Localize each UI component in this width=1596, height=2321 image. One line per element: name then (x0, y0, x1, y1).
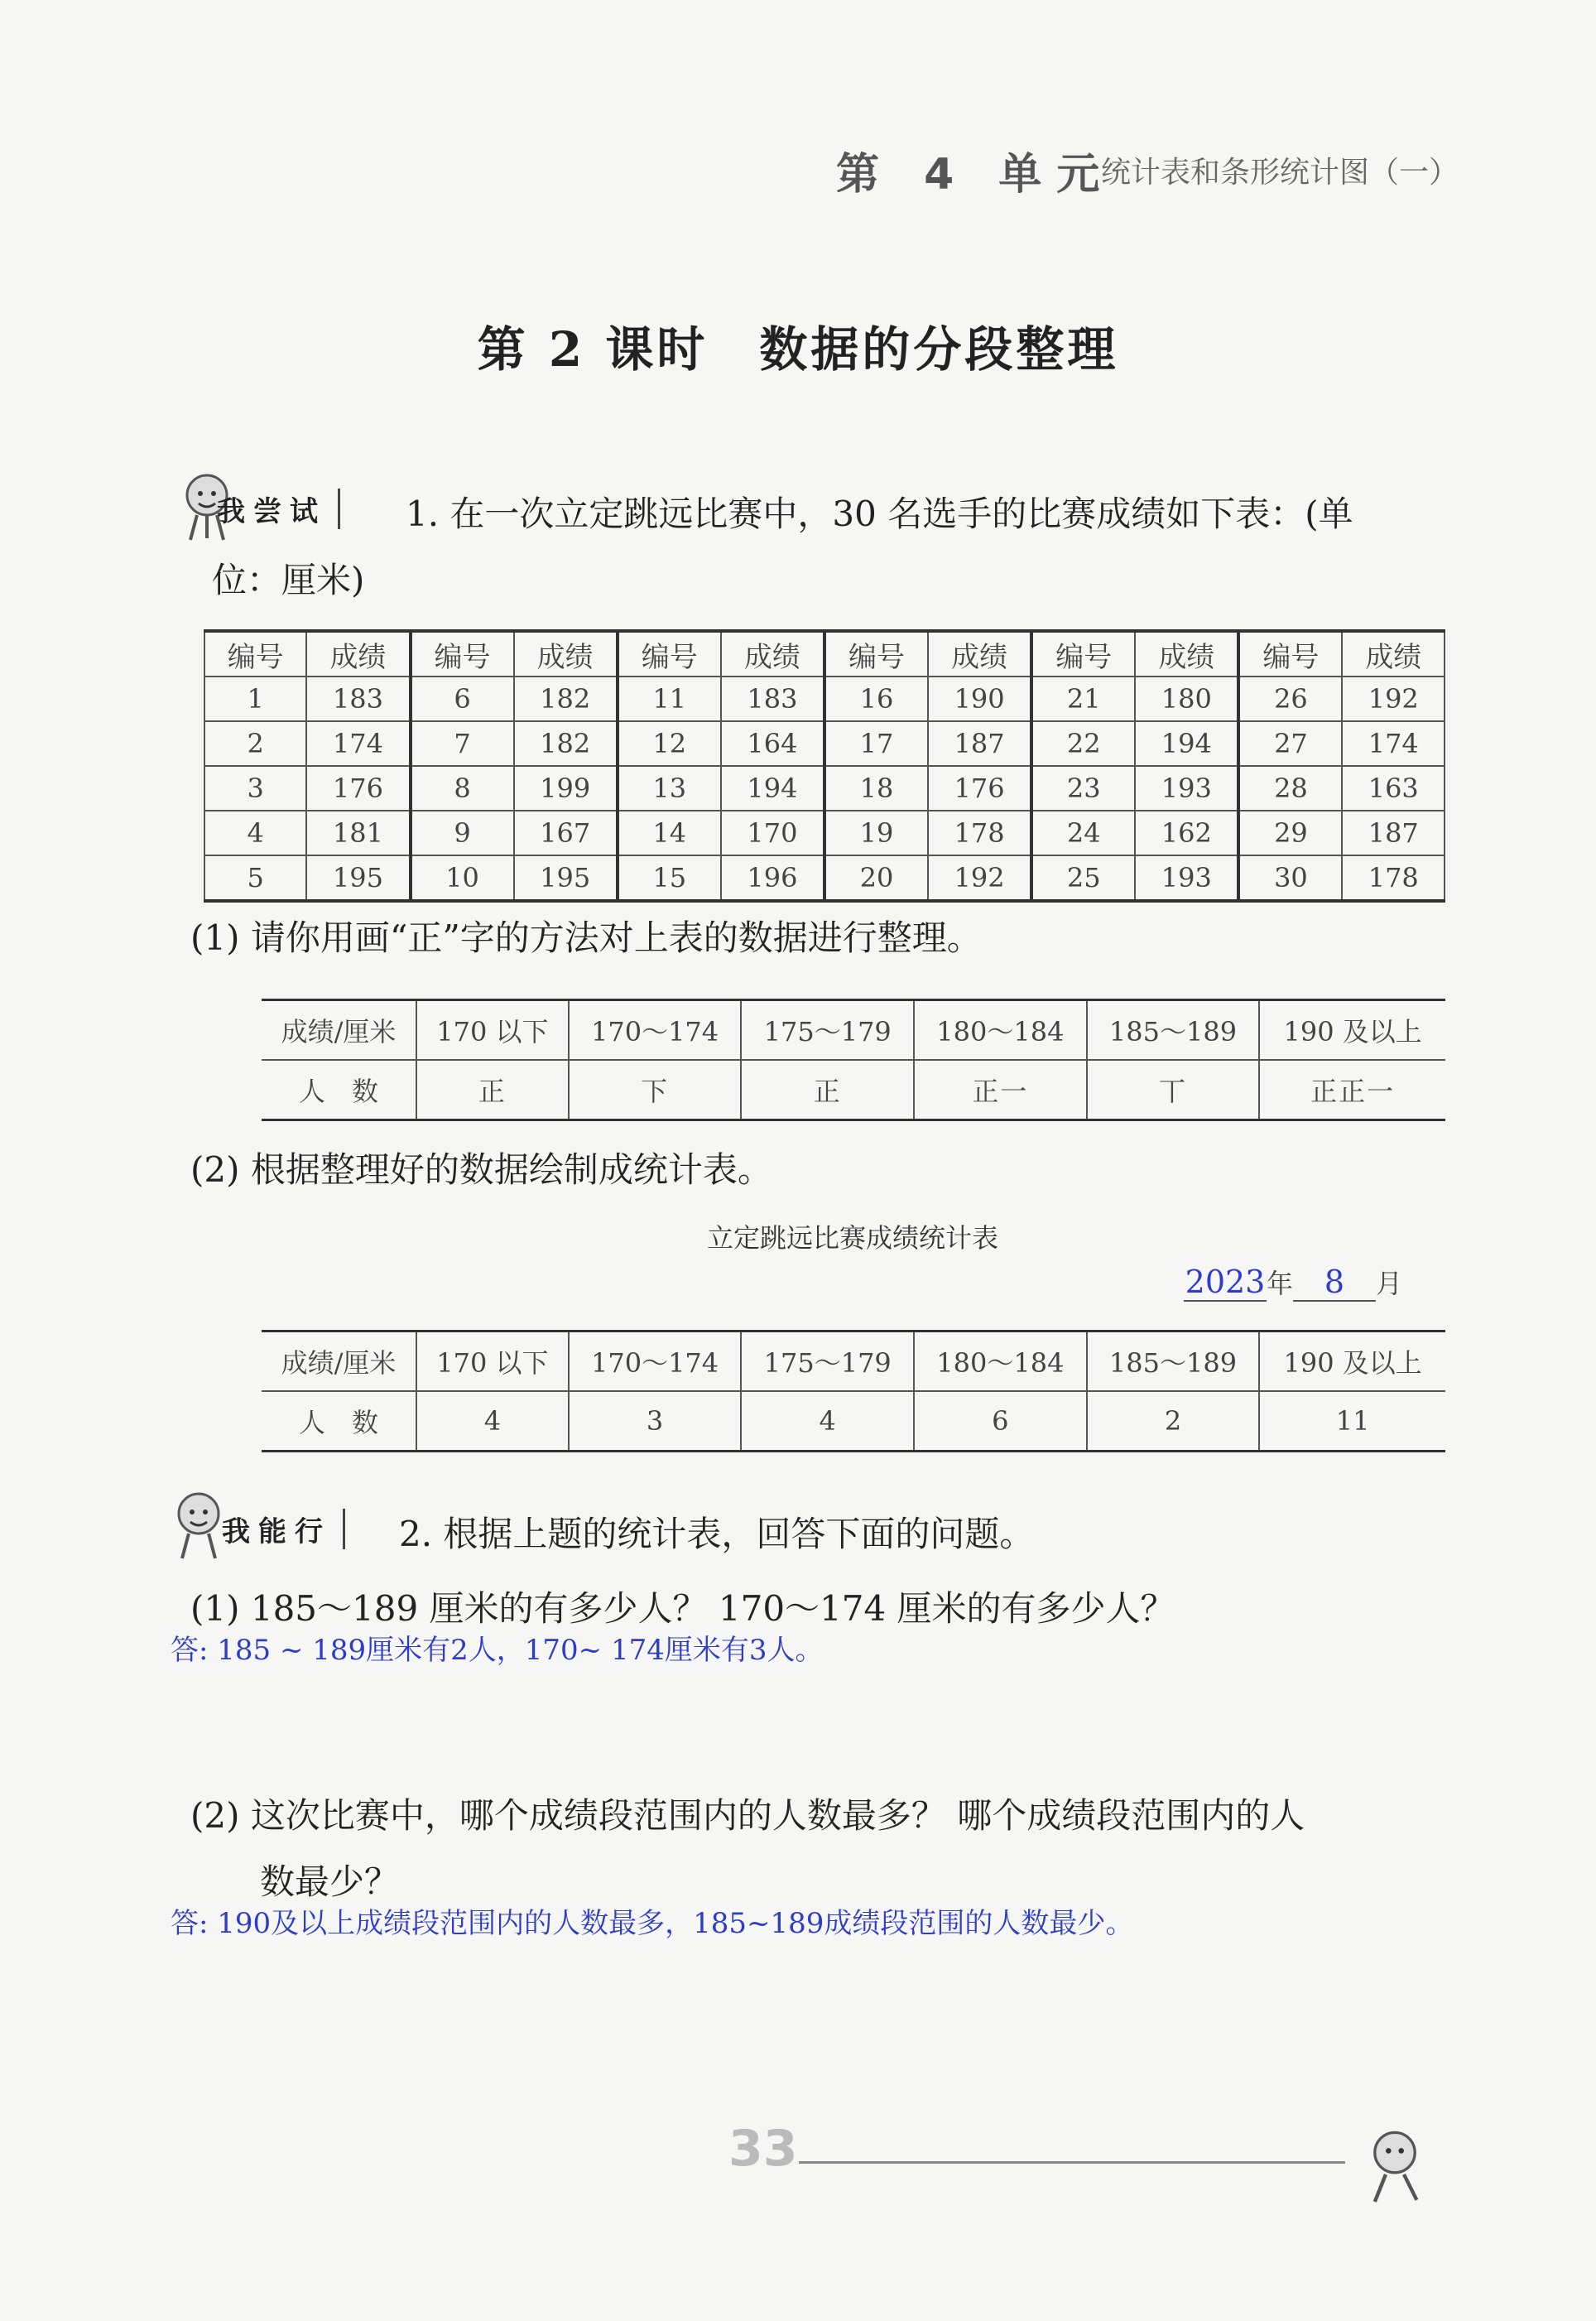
segment-label: 185～189 (1087, 1331, 1260, 1392)
lesson-title: 第 2 课时 数据的分段整理 (477, 321, 1119, 378)
count-label-cell: 人 数 (262, 1060, 416, 1120)
tally-mark: 正 (416, 1060, 569, 1120)
athlete-id-cell: 25 (1031, 855, 1135, 901)
score-cell: 164 (721, 721, 824, 766)
table-header-cell: 编号 (1238, 631, 1342, 677)
athlete-id-cell: 20 (824, 855, 928, 901)
athlete-id-cell: 21 (1031, 677, 1135, 721)
try-badge: 我尝试 (217, 489, 340, 529)
footer-divider (799, 2161, 1345, 2164)
year-value: 2023 (1185, 1264, 1266, 1300)
count-value: 4 (416, 1391, 569, 1452)
question-2: 2. 根据上题的统计表，回答下面的问题。 (399, 1514, 1035, 1554)
athlete-id-cell: 19 (824, 811, 928, 855)
athlete-id-cell: 15 (618, 855, 721, 901)
tally-mark: 丅 (1087, 1060, 1260, 1120)
mascot-icon (1349, 2120, 1440, 2211)
tally-table (262, 999, 1445, 1121)
athlete-id-cell: 14 (618, 811, 721, 855)
count-value: 4 (741, 1391, 914, 1452)
score-cell: 183 (721, 677, 824, 721)
athlete-id-cell: 5 (204, 855, 306, 901)
subquestion-2: (2) 根据整理好的数据绘制成统计表。 (190, 1149, 772, 1190)
unit-title: 第 4 单元 (836, 150, 1115, 200)
athlete-id-cell: 22 (1031, 721, 1135, 766)
score-cell: 192 (928, 855, 1031, 901)
count-value: 11 (1259, 1391, 1445, 1452)
count-label-cell: 人 数 (262, 1391, 416, 1452)
table-header-cell: 成绩 (306, 631, 410, 677)
score-cell: 192 (1342, 677, 1445, 721)
athlete-id-cell: 8 (411, 766, 514, 811)
segment-label: 170～174 (569, 1000, 742, 1061)
score-cell: 183 (306, 677, 410, 721)
count-value: 3 (569, 1391, 742, 1452)
athlete-id-cell: 28 (1238, 766, 1342, 811)
segment-label: 185～189 (1087, 1000, 1260, 1061)
score-cell: 182 (514, 677, 618, 721)
segment-label: 175～179 (741, 1000, 914, 1061)
table-header-cell: 编号 (824, 631, 928, 677)
segment-label: 170～174 (569, 1331, 742, 1392)
page-number: 33 (728, 2120, 798, 2178)
table-row (204, 811, 1445, 855)
athlete-id-cell: 30 (1238, 855, 1342, 901)
table-header-cell: 编号 (618, 631, 721, 677)
athlete-id-cell: 17 (824, 721, 928, 766)
score-cell: 174 (1342, 721, 1445, 766)
athlete-id-cell: 27 (1238, 721, 1342, 766)
athlete-id-cell: 13 (618, 766, 721, 811)
score-cell: 163 (1342, 766, 1445, 811)
athlete-id-cell: 23 (1031, 766, 1135, 811)
date-line (1184, 1263, 1402, 1302)
score-cell: 193 (1135, 766, 1238, 811)
stat-table (262, 1330, 1445, 1452)
athlete-id-cell: 26 (1238, 677, 1342, 721)
table-header-cell: 编号 (1031, 631, 1135, 677)
month-label: 月 (1376, 1268, 1403, 1299)
can-do-badge: 我能行 (222, 1509, 345, 1549)
table-row (204, 855, 1445, 901)
segment-label: 170 以下 (416, 1331, 569, 1392)
score-cell: 190 (928, 677, 1031, 721)
score-cell: 187 (928, 721, 1031, 766)
segment-label: 190 及以上 (1259, 1331, 1445, 1392)
athlete-id-cell: 12 (618, 721, 721, 766)
table-header-cell: 编号 (411, 631, 514, 677)
seg-header-cell: 成绩/厘米 (262, 1331, 416, 1392)
table-header-cell: 编号 (204, 631, 306, 677)
segment-label: 180～184 (914, 1000, 1087, 1061)
athlete-id-cell: 2 (204, 721, 306, 766)
tally-mark: 下 (569, 1060, 742, 1120)
athlete-id-cell: 1 (204, 677, 306, 721)
tally-mark: 正 (741, 1060, 914, 1120)
score-cell: 181 (306, 811, 410, 855)
score-cell: 176 (306, 766, 410, 811)
athlete-id-cell: 29 (1238, 811, 1342, 855)
scores-table (204, 629, 1445, 903)
athlete-id-cell: 7 (411, 721, 514, 766)
table-header-cell: 成绩 (928, 631, 1031, 677)
score-cell: 174 (306, 721, 410, 766)
athlete-id-cell: 11 (618, 677, 721, 721)
table-header-cell: 成绩 (1342, 631, 1445, 677)
question-1-line1: 1. 在一次立定跳远比赛中，30 名选手的比赛成绩如下表：(单 (406, 494, 1353, 534)
score-cell: 187 (1342, 811, 1445, 855)
table-row (204, 677, 1445, 721)
athlete-id-cell: 24 (1031, 811, 1135, 855)
athlete-id-cell: 9 (411, 811, 514, 855)
score-cell: 195 (306, 855, 410, 901)
question-2-1: (1) 185～189 厘米的有多少人？ 170～174 厘米的有多少人？ (190, 1588, 1175, 1629)
athlete-id-cell: 3 (204, 766, 306, 811)
athlete-id-cell: 18 (824, 766, 928, 811)
athlete-id-cell: 16 (824, 677, 928, 721)
count-value: 2 (1087, 1391, 1260, 1452)
segment-label: 175～179 (741, 1331, 914, 1392)
athlete-id-cell: 6 (411, 677, 514, 721)
score-cell: 180 (1135, 677, 1238, 721)
year-label: 年 (1267, 1268, 1294, 1299)
answer-2-2: 答: 190及以上成绩段范围内的人数最多，185~189成绩段范围的人数最少。 (171, 1907, 1134, 1940)
segment-label: 190 及以上 (1259, 1000, 1445, 1061)
table-header-cell: 成绩 (514, 631, 618, 677)
score-cell: 196 (721, 855, 824, 901)
question-2-2-line2: 数最少？ (260, 1861, 400, 1902)
segment-label: 180～184 (914, 1331, 1087, 1392)
table-header-cell: 成绩 (721, 631, 824, 677)
unit-subtitle: 统计表和条形统计图（一） (1101, 156, 1459, 190)
count-value: 6 (914, 1391, 1087, 1452)
score-cell: 194 (1135, 721, 1238, 766)
score-cell: 178 (1342, 855, 1445, 901)
score-cell: 193 (1135, 855, 1238, 901)
table-row (204, 766, 1445, 811)
score-cell: 182 (514, 721, 618, 766)
answer-2-1: 答: 185 ~ 189厘米有2人，170~ 174厘米有3人。 (171, 1634, 824, 1667)
subquestion-1: (1) 请你用画“正”字的方法对上表的数据进行整理。 (190, 917, 982, 958)
month-value: 8 (1293, 1264, 1376, 1302)
stat-table-title: 立定跳远比赛成绩统计表 (706, 1222, 998, 1254)
table-header-cell: 成绩 (1135, 631, 1238, 677)
score-cell: 162 (1135, 811, 1238, 855)
score-cell: 194 (721, 766, 824, 811)
score-cell: 199 (514, 766, 618, 811)
score-cell: 167 (514, 811, 618, 855)
tally-mark: 正正一 (1259, 1060, 1445, 1120)
score-cell: 176 (928, 766, 1031, 811)
question-2-2-line1: (2) 这次比赛中，哪个成绩段范围内的人数最多？ 哪个成绩段范围内的人 (190, 1795, 1305, 1836)
score-cell: 195 (514, 855, 618, 901)
tally-mark: 正一 (914, 1060, 1087, 1120)
athlete-id-cell: 10 (411, 855, 514, 901)
seg-header-cell: 成绩/厘米 (262, 1000, 416, 1061)
segment-label: 170 以下 (416, 1000, 569, 1061)
athlete-id-cell: 4 (204, 811, 306, 855)
table-row (204, 721, 1445, 766)
score-cell: 178 (928, 811, 1031, 855)
question-1-line2: 位：厘米) (212, 560, 365, 600)
score-cell: 170 (721, 811, 824, 855)
